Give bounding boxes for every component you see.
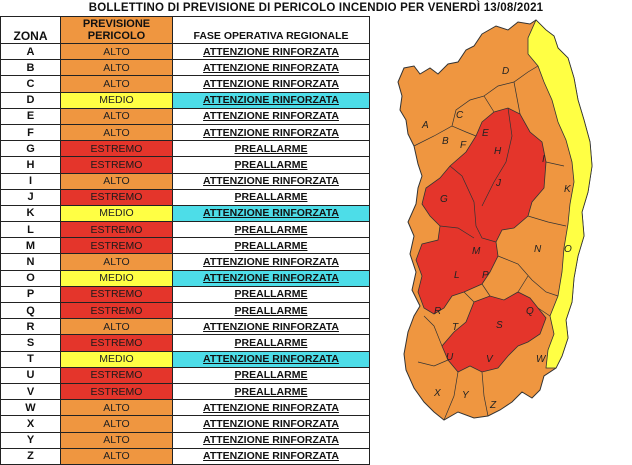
operative-phase-cell: ATTENZIONE RINFORZATA [173,173,370,189]
risk-level-cell: ALTO [61,173,173,189]
zone-cell: K [1,205,61,221]
map-zone-label: O [564,244,572,255]
operative-phase-cell: PREALLARME [173,141,370,157]
map-zone-label: V [486,354,493,365]
operative-phase-cell: ATTENZIONE RINFORZATA [173,432,370,448]
table-row [1,205,370,221]
map-zone-label: P [482,270,489,281]
table-row [1,303,370,319]
risk-level-cell: MEDIO [61,205,173,221]
table-row [1,173,370,189]
table-row [1,222,370,238]
table-row [1,416,370,432]
zone-cell: E [1,108,61,124]
risk-level-cell: ALTO [61,400,173,416]
zone-cell: N [1,254,61,270]
operative-phase-cell: ATTENZIONE RINFORZATA [173,351,370,367]
operative-phase-cell: PREALLARME [173,238,370,254]
zone-cell: H [1,157,61,173]
zone-cell: P [1,286,61,302]
zone-cell: V [1,383,61,399]
map-zone-label: W [536,354,546,365]
table-row [1,254,370,270]
table-row [1,367,370,383]
table-row [1,60,370,76]
operative-phase-cell: PREALLARME [173,335,370,351]
zone-cell: I [1,173,61,189]
table-row [1,124,370,140]
risk-level-cell: ESTREMO [61,383,173,399]
table-row [1,448,370,464]
header-zona: ZONA [1,17,61,44]
map-zone-label: U [446,352,454,363]
risk-level-cell: ALTO [61,124,173,140]
map-zone-label: N [534,244,542,255]
risk-level-cell: ESTREMO [61,141,173,157]
operative-phase-cell: PREALLARME [173,157,370,173]
risk-level-cell: ALTO [61,44,173,60]
table-row [1,270,370,286]
zone-cell: R [1,319,61,335]
operative-phase-cell: PREALLARME [173,367,370,383]
map-zone-label: T [452,322,459,333]
risk-level-cell: ESTREMO [61,335,173,351]
operative-phase-cell: ATTENZIONE RINFORZATA [173,92,370,108]
zone-cell: G [1,141,61,157]
risk-level-cell: ALTO [61,319,173,335]
zone-cell: S [1,335,61,351]
operative-phase-cell: PREALLARME [173,303,370,319]
risk-level-cell: ESTREMO [61,222,173,238]
table-row [1,44,370,60]
map-zone-label: B [442,136,449,147]
operative-phase-cell: ATTENZIONE RINFORZATA [173,124,370,140]
risk-level-cell: ESTREMO [61,189,173,205]
header-fase: FASE OPERATIVA REGIONALE [173,17,370,44]
header-previsione: PREVISIONE PERICOLO [61,17,173,44]
table-row [1,286,370,302]
map-zone-label: M [472,246,481,257]
operative-phase-cell: ATTENZIONE RINFORZATA [173,319,370,335]
map-zone-label: K [564,184,571,195]
risk-level-cell: ESTREMO [61,238,173,254]
map-zone-label: S [496,320,503,331]
risk-level-cell: ESTREMO [61,367,173,383]
risk-level-cell: ALTO [61,254,173,270]
risk-level-cell: MEDIO [61,270,173,286]
operative-phase-cell: ATTENZIONE RINFORZATA [173,76,370,92]
zone-cell: J [1,189,61,205]
table-row [1,319,370,335]
operative-phase-cell: PREALLARME [173,189,370,205]
zone-cell: U [1,367,61,383]
risk-level-cell: ALTO [61,448,173,464]
risk-level-cell: MEDIO [61,351,173,367]
map-zone-label: Z [490,400,497,411]
operative-phase-cell: ATTENZIONE RINFORZATA [173,44,370,60]
bulletin-table [0,16,370,465]
map-zone-label: I [542,154,545,165]
sardinia-map [378,16,632,421]
risk-level-cell: ALTO [61,76,173,92]
risk-level-cell: MEDIO [61,92,173,108]
zone-cell: L [1,222,61,238]
map-zone-label: R [434,306,442,317]
risk-level-cell: ALTO [61,108,173,124]
operative-phase-cell: ATTENZIONE RINFORZATA [173,108,370,124]
operative-phase-cell: ATTENZIONE RINFORZATA [173,416,370,432]
table-row [1,335,370,351]
operative-phase-cell: PREALLARME [173,286,370,302]
table-row [1,76,370,92]
risk-level-cell: ESTREMO [61,286,173,302]
zone-cell: B [1,60,61,76]
table-row [1,189,370,205]
zone-cell: W [1,400,61,416]
table-row [1,238,370,254]
operative-phase-cell: PREALLARME [173,222,370,238]
zone-cell: Q [1,303,61,319]
zone-cell: X [1,416,61,432]
zone-cell: Y [1,432,61,448]
table-row [1,383,370,399]
risk-level-cell: ALTO [61,432,173,448]
table-row [1,432,370,448]
operative-phase-cell: ATTENZIONE RINFORZATA [173,400,370,416]
map-zone-label: C [456,110,464,121]
table-row [1,108,370,124]
zone-cell: A [1,44,61,60]
operative-phase-cell: ATTENZIONE RINFORZATA [173,60,370,76]
zone-cell: F [1,124,61,140]
risk-level-cell: ESTREMO [61,157,173,173]
map-zone-label: E [482,128,489,139]
table-row [1,400,370,416]
map-zone-label: F [460,140,467,151]
map-zone-label: A [422,120,429,131]
map-zone-label: J [496,178,501,189]
zone-cell: O [1,270,61,286]
table-row [1,157,370,173]
map-zone-label: H [494,146,502,157]
zone-cell: D [1,92,61,108]
table-row [1,351,370,367]
map-zone-label: Q [526,306,534,317]
operative-phase-cell: ATTENZIONE RINFORZATA [173,205,370,221]
table-header-row [1,17,370,44]
map-zone-label: G [440,194,448,205]
risk-level-cell: ESTREMO [61,303,173,319]
zone-cell: T [1,351,61,367]
operative-phase-cell: ATTENZIONE RINFORZATA [173,448,370,464]
map-zone-label: D [502,66,510,77]
zone-cell: M [1,238,61,254]
map-zone-label: Y [462,390,469,401]
operative-phase-cell: ATTENZIONE RINFORZATA [173,254,370,270]
table-row [1,92,370,108]
risk-level-cell: ALTO [61,416,173,432]
map-zone-label: X [434,388,441,399]
bulletin-title: BOLLETTINO DI PREVISIONE DI PERICOLO INCENDIO PER VENERDÌ 13/08/2021 [88,2,544,14]
zone-cell: Z [1,448,61,464]
map-zone-label: L [454,270,460,281]
table-row [1,141,370,157]
operative-phase-cell: ATTENZIONE RINFORZATA [173,270,370,286]
operative-phase-cell: PREALLARME [173,383,370,399]
zone-cell: C [1,76,61,92]
risk-level-cell: ALTO [61,60,173,76]
